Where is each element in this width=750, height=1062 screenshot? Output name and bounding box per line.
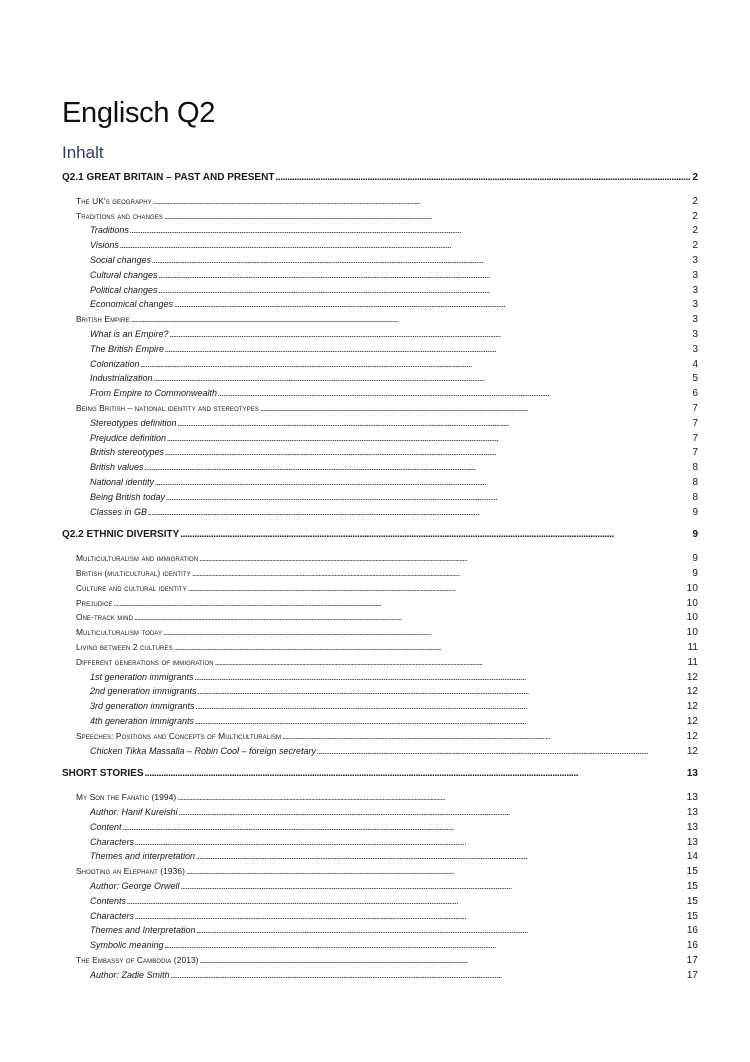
toc-entry-page: 12 [686, 730, 698, 742]
toc-entry-page: 9 [692, 506, 698, 518]
toc-entry-label: Prejudice [76, 597, 113, 608]
toc-entry-page: 10 [686, 627, 698, 639]
toc-section[interactable] [76, 196, 698, 207]
toc-entry-label: Stereotypes definition [90, 417, 177, 428]
toc-subsection[interactable] [90, 462, 698, 473]
toc-leader-dots [120, 240, 692, 250]
toc-leader-dots [166, 492, 691, 502]
toc-section[interactable] [76, 211, 698, 222]
toc-entry-page: 8 [692, 477, 698, 488]
toc-subsection[interactable] [90, 344, 698, 355]
toc-entry-label: National identity [90, 477, 155, 487]
toc-entry-page: 16 [686, 940, 698, 952]
toc-entry-label: Traditions and changes [76, 210, 163, 221]
toc-leader-dots [196, 851, 686, 861]
toc-leader-dots [174, 642, 687, 652]
toc-subsection[interactable] [90, 911, 698, 922]
toc-entry-page: 2 [692, 240, 698, 252]
toc-section[interactable] [76, 642, 698, 653]
toc-entry-page: 3 [692, 269, 698, 281]
toc-leader-dots [131, 314, 692, 324]
toc-entry-label: Symbolic meaning [90, 940, 164, 951]
toc-entry-page: 17 [686, 955, 698, 966]
toc-entry-page: 11 [687, 656, 698, 668]
toc-section[interactable] [76, 792, 698, 803]
toc-leader-dots [317, 746, 686, 756]
toc-leader-dots [170, 329, 692, 339]
toc-subsection[interactable] [90, 477, 698, 488]
toc-section[interactable] [76, 598, 698, 609]
toc-entry-label: Living between 2 cultures [76, 642, 173, 652]
toc-entry-page: 7 [692, 403, 698, 414]
toc-leader-dots [260, 403, 691, 413]
toc-entry-page: 3 [692, 329, 698, 340]
toc-entry-label: One-track mind [76, 612, 134, 623]
toc-leader-dots [181, 881, 686, 891]
toc-entry-page: 17 [686, 969, 698, 981]
toc-subsection[interactable] [90, 240, 698, 251]
toc-subsection[interactable] [90, 225, 698, 236]
toc-heading: Inhalt [62, 143, 104, 162]
toc-subsection[interactable] [90, 299, 698, 310]
toc-entry-label: Being British today [90, 491, 166, 502]
toc-subsection[interactable] [90, 418, 698, 429]
toc-entry-label: The British Empire [90, 343, 165, 354]
toc-entry-label: 4th generation immigrants [90, 716, 195, 726]
toc-entry-page: 10 [686, 582, 698, 594]
toc-leader-dots [114, 598, 686, 608]
toc-subsection[interactable] [90, 285, 698, 296]
toc-entry-label: SHORT STORIES [62, 768, 144, 780]
toc-entry-page: 7 [692, 432, 698, 444]
toc-leader-dots [127, 896, 686, 906]
toc-subsection[interactable] [90, 492, 698, 503]
toc-entry-page: 10 [686, 597, 698, 609]
toc-section[interactable] [76, 612, 698, 623]
toc-entry-page: 9 [692, 529, 698, 541]
toc-entry-page: 5 [692, 373, 698, 385]
toc-entry-page: 3 [692, 343, 698, 355]
toc-leader-dots [171, 970, 686, 980]
toc-entry-page: 15 [686, 881, 698, 892]
toc-leader-dots [148, 507, 691, 517]
toc-section[interactable] [76, 627, 698, 638]
toc-subsection[interactable] [90, 940, 698, 951]
toc-leader-dots [163, 627, 686, 637]
document-page [62, 92, 698, 981]
toc-leader-dots [154, 373, 692, 383]
toc-subsection[interactable] [90, 329, 698, 340]
toc-subsection[interactable] [90, 359, 698, 370]
toc-entry-label: Chicken Tikka Massalla – Robin Cool – foreign secretary [90, 745, 317, 756]
toc-entry-page: 12 [686, 745, 698, 757]
toc-leader-dots [141, 359, 692, 369]
toc-entry-label: Author: Zadie Smith [90, 969, 170, 980]
toc-entry-label: Author: Hanif Kureishi [90, 807, 178, 817]
toc-entry-page: 15 [686, 866, 698, 878]
toc-entry-label: Multiculturalism today [76, 627, 163, 638]
toc-leader-dots [155, 477, 691, 487]
toc-section[interactable] [76, 731, 698, 742]
toc-section[interactable] [76, 553, 698, 564]
toc-entry-page: 2 [692, 195, 698, 207]
toc-chapter[interactable] [62, 172, 698, 183]
toc-subsection[interactable] [90, 822, 698, 833]
document-title: Englisch Q2 [62, 97, 216, 129]
toc-entry-page: 12 [686, 716, 698, 727]
toc-leader-dots [195, 716, 686, 726]
toc-section[interactable] [76, 403, 698, 414]
toc-entry-label: Characters [90, 836, 135, 847]
toc-section[interactable] [76, 866, 698, 877]
toc-leader-dots [192, 568, 692, 578]
toc-subsection[interactable] [90, 270, 698, 281]
toc-entry-page: 4 [692, 358, 698, 370]
toc-entry-label: The UK's geography [76, 195, 152, 206]
toc-entry-page: 13 [686, 768, 698, 780]
toc-leader-dots [180, 529, 691, 540]
toc-leader-dots [135, 911, 686, 921]
toc-subsection[interactable] [90, 896, 698, 907]
toc-entry-page: 12 [686, 671, 698, 683]
toc-leader-dots [152, 255, 691, 265]
toc-leader-dots [275, 172, 691, 183]
toc-entry-label: Colonization [90, 358, 140, 369]
toc-subsection[interactable] [90, 746, 698, 757]
toc-leader-dots [177, 792, 685, 802]
toc-entry-page: 12 [686, 701, 698, 713]
toc-leader-dots [179, 807, 686, 817]
toc-subsection[interactable] [90, 507, 698, 518]
toc-leader-dots [282, 731, 686, 741]
toc-entry-label: The Embassy of Cambodia (2013) [76, 955, 199, 965]
toc-leader-dots [123, 822, 686, 832]
toc-leader-dots [197, 925, 686, 935]
toc-entry-label: British stereotypes [90, 447, 165, 458]
toc-entry-label: Traditions [90, 225, 129, 236]
toc-leader-dots [165, 940, 686, 950]
toc-entry-page: 16 [686, 925, 698, 937]
toc-entry-page: 13 [686, 792, 698, 804]
toc-entry-label: Prejudice definition [90, 432, 167, 443]
toc-entry-page: 13 [686, 821, 698, 833]
toc-entry-label: Culture and cultural identity [76, 582, 187, 593]
toc-entry-page: 15 [686, 895, 698, 907]
toc-entry-label: 3rd generation immigrants [90, 701, 195, 712]
toc-entry-label: Contents [90, 895, 127, 906]
toc-subsection[interactable] [90, 881, 698, 892]
toc-leader-dots [145, 768, 686, 779]
toc-entry-page: 14 [686, 851, 698, 863]
toc-subsection[interactable] [90, 716, 698, 727]
toc-entry-label: 2nd generation immigrants [90, 686, 197, 697]
toc-leader-dots [196, 701, 686, 711]
toc-entry-label: British Empire [76, 314, 130, 325]
toc-entry-page: 9 [692, 553, 698, 565]
toc-leader-dots [164, 211, 691, 221]
toc-subsection[interactable] [90, 433, 698, 444]
toc-entry-label: Themes and Interpretation [90, 925, 196, 936]
toc-entry-label: What is an Empire? [90, 329, 169, 339]
toc-entry-page: 7 [692, 447, 698, 459]
toc-entry-page: 3 [692, 299, 698, 311]
toc-entry-page: 2 [692, 210, 698, 222]
toc-leader-dots [159, 270, 692, 280]
toc-subsection[interactable] [90, 970, 698, 981]
toc-subsection[interactable] [90, 672, 698, 683]
toc-leader-dots [199, 553, 691, 563]
toc-entry-page: 15 [686, 910, 698, 922]
toc-leader-dots [159, 285, 692, 295]
toc-subsection[interactable] [90, 373, 698, 384]
toc-entry-label: Classes in GB [90, 506, 148, 517]
toc-subsection[interactable] [90, 851, 698, 862]
toc-subsection[interactable] [90, 388, 698, 399]
toc-leader-dots [178, 418, 692, 428]
toc-entry-label: Multiculturalism and immigration [76, 553, 199, 564]
toc-leader-dots [130, 225, 692, 235]
toc-leader-dots [200, 955, 686, 965]
toc-entry-page: 13 [686, 836, 698, 848]
toc-entry-page: 2 [692, 225, 698, 237]
toc-leader-dots [145, 462, 692, 472]
toc-entry-page: 13 [686, 807, 698, 818]
toc-section[interactable] [76, 955, 698, 966]
toc-leader-dots [186, 866, 686, 876]
toc-section[interactable] [76, 314, 698, 325]
toc-entry-page: 12 [686, 686, 698, 698]
toc-entry-page: 7 [692, 417, 698, 429]
toc-subsection[interactable] [90, 447, 698, 458]
toc-entry-label: 1st generation immigrants [90, 671, 194, 682]
toc-entry-page: 8 [692, 462, 698, 474]
toc-leader-dots [198, 686, 686, 696]
toc-section[interactable] [76, 583, 698, 594]
toc-entry-label: Shooting an Elephant (1936) [76, 866, 186, 877]
toc-entry-label: British values [90, 462, 144, 473]
toc-entry-label: Themes and interpretation [90, 851, 196, 862]
toc-subsection[interactable] [90, 686, 698, 697]
toc-leader-dots [218, 388, 691, 398]
toc-entry-page: 3 [692, 284, 698, 296]
toc-leader-dots [167, 433, 691, 443]
toc-entry-page: 10 [686, 612, 698, 624]
toc-leader-dots [165, 447, 691, 457]
toc-entry-label: Characters [90, 910, 135, 921]
toc-section[interactable] [76, 568, 698, 579]
toc-subsection[interactable] [90, 925, 698, 936]
toc-leader-dots [215, 657, 687, 667]
toc-section[interactable] [76, 657, 698, 668]
toc-entry-label: Content [90, 821, 122, 832]
toc-entry-label: From Empire to Commonwealth [90, 388, 218, 399]
toc-entry-label: Cultural changes [90, 269, 158, 280]
toc-entry-page: 9 [692, 568, 698, 579]
toc-chapter[interactable] [62, 529, 698, 540]
toc-chapter[interactable] [62, 768, 698, 779]
toc-entry-label: Economical changes [90, 299, 174, 310]
toc-leader-dots [153, 196, 692, 206]
toc-leader-dots [188, 583, 686, 593]
toc-entry-label: Being British – national identity and stereotypes [76, 403, 259, 413]
toc-entry-label: Q2.2 ETHNIC DIVERSITY [62, 529, 180, 541]
toc-entry-label: Political changes [90, 284, 158, 295]
toc-entry-page: 3 [692, 255, 698, 266]
toc-leader-dots [165, 344, 691, 354]
toc-entry-label: British (multicultural) identity [76, 568, 191, 578]
toc-entry-label: My Son the Fanatic (1994) [76, 792, 177, 803]
toc-entry-label: Visions [90, 240, 119, 251]
toc-entry-label: Social changes [90, 255, 152, 265]
toc-entry-page: 3 [692, 314, 698, 326]
toc-entry-label: Q2.1 GREAT BRITAIN – PAST AND PRESENT [62, 172, 275, 183]
toc-entry-page: 6 [692, 388, 698, 400]
toc-subsection[interactable] [90, 807, 698, 818]
toc-entry-label: Different generations of immigration [76, 656, 214, 667]
toc-entry-page: 8 [692, 491, 698, 503]
toc-leader-dots [135, 837, 686, 847]
toc-entry-label: Industrialization [90, 373, 153, 384]
toc-leader-dots [195, 672, 686, 682]
toc-subsection[interactable] [90, 701, 698, 712]
toc-entry-label: Speeches: Positions and Concepts of Multiculturalism [76, 730, 282, 741]
toc-leader-dots [134, 612, 686, 622]
toc-subsection[interactable] [90, 837, 698, 848]
toc-leader-dots [174, 299, 691, 309]
toc-entry-page: 11 [687, 642, 698, 653]
toc-entry-page: 2 [692, 172, 698, 183]
toc-entry-label: Author: George Orwell [90, 881, 180, 891]
toc-subsection[interactable] [90, 255, 698, 266]
